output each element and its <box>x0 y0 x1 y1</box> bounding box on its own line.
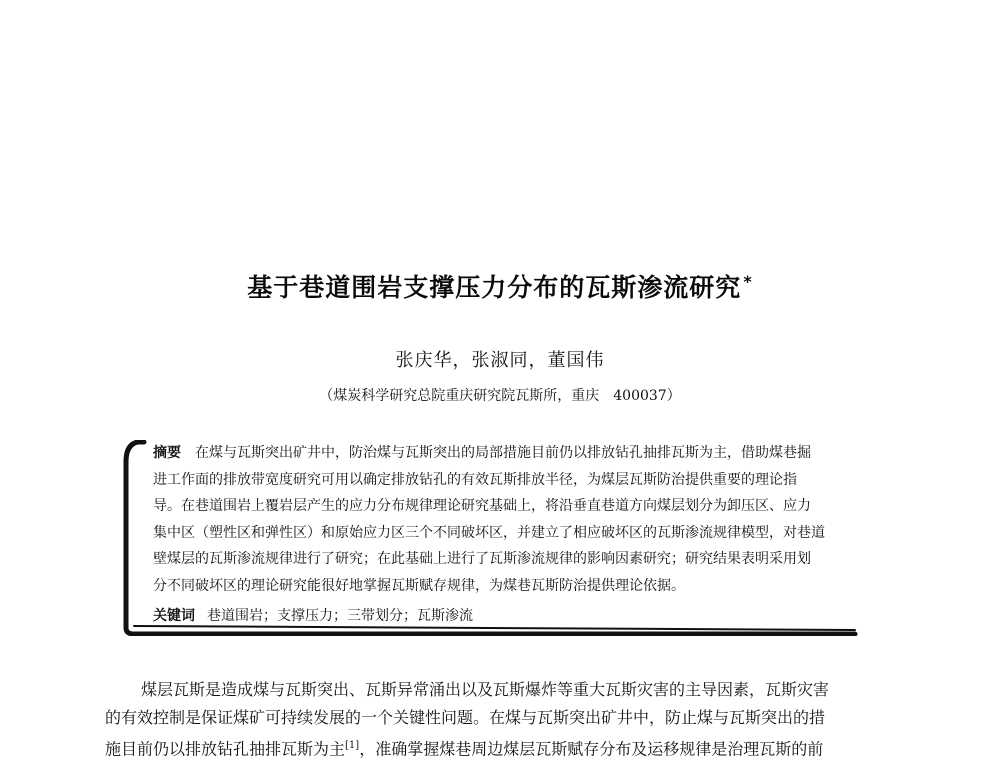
keywords <box>153 605 473 625</box>
abstract-line: 进工作面的排放带宽度研究可用以确定排放钻孔的有效瓦斯排放半径，为煤层瓦斯防治提供重要的理论指 <box>153 471 797 488</box>
abstract-line: 导。在巷道围岩上覆岩层产生的应力分布规律理论研究基础上，将沿垂直巷道方向煤层划分为卸压区、应力 <box>153 498 811 514</box>
title-footnote-mark: * <box>743 271 753 291</box>
body-line <box>105 732 895 763</box>
keywords-label: 关键词 <box>153 608 195 624</box>
abstract-line: 分不同破坏区的理论研究能很好地掌握瓦斯赋存规律，为煤巷瓦斯防治提供理论依据。 <box>153 577 685 594</box>
abstract-line: 壁煤层的瓦斯渗流规律进行了研究；在此基础上进行了瓦斯渗流规律的影响因素研究；研究结果表明采用划 <box>153 551 811 567</box>
abstract-text <box>153 440 853 599</box>
body-line-text: ，准确掌握煤巷周边煤层瓦斯赋存分布及运移规律是治理瓦斯的前 <box>359 739 824 759</box>
abstract-label: 摘要 <box>153 445 181 461</box>
body-line: 煤层瓦斯是造成煤与瓦斯突出、瓦斯异常涌出以及瓦斯爆炸等重大瓦斯灾害的主导因素，瓦斯灾害 <box>141 680 830 699</box>
paper-title <box>0 268 1000 304</box>
abstract-line: 集中区（塑性区和弹性区）和原始应力区三个不同破坏区，并建立了相应破坏区的瓦斯渗流规律模型，对巷道 <box>153 524 825 541</box>
paper-authors: 张庆华，张淑同，董国伟 <box>395 350 605 371</box>
abstract-line-text: 在煤与瓦斯突出矿井中，防治煤与瓦斯突出的局部措施目前仍以排放钻孔抽排瓦斯为主，借助煤巷掘 <box>195 445 811 461</box>
body-line-text: 施目前仍以排放钻孔抽排瓦斯为主 <box>105 739 346 759</box>
body-text <box>105 676 895 763</box>
abstract-box <box>120 440 865 636</box>
keywords-values: 巷道围岩；支撑压力；三带划分；瓦斯渗流 <box>207 608 473 624</box>
body-line: 的有效控制是保证煤矿可持续发展的一个关键性问题。在煤与瓦斯突出矿井中，防止煤与瓦斯突出的措 <box>105 708 826 727</box>
paper-title-text: 基于巷道围岩支撑压力分布的瓦斯渗流研究 <box>247 273 742 302</box>
citation-mark: [1] <box>345 740 360 751</box>
paper-affiliation: （煤炭科学研究总院重庆研究院瓦斯所，重庆 400037） <box>319 388 681 404</box>
abstract-line <box>153 440 853 467</box>
